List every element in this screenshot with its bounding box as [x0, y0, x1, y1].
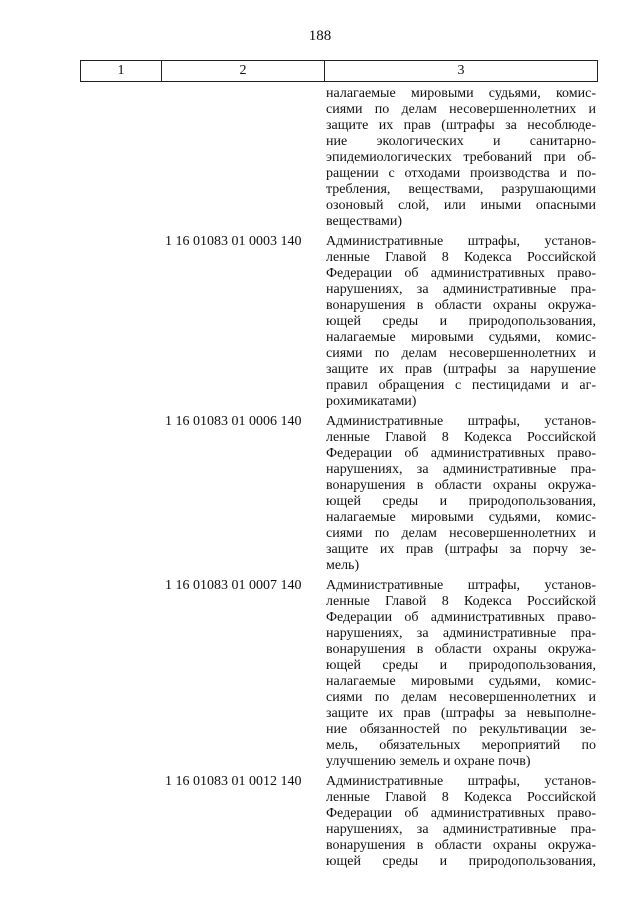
description-line: Административные штрафы, установ-: [326, 578, 596, 593]
description-line: налагаемые мировыми судьями, комис-: [326, 674, 596, 689]
description-line: налагаемые мировыми судьями, комис-: [326, 330, 596, 345]
column-header-3: 3: [325, 61, 598, 82]
description-line: Административные штрафы, установ-: [326, 234, 596, 249]
description-line: сиями по делам несовершеннолетних и: [326, 690, 596, 705]
column-header-1: 1: [81, 61, 162, 82]
table-row: [0, 414, 640, 574]
column-header-table: [80, 60, 598, 82]
budget-code: 1 16 01083 01 0006 140: [165, 414, 302, 429]
description-line: мель, обязательных мероприятий по: [326, 738, 596, 753]
description-line: требления, веществами, разрушающими: [326, 182, 596, 197]
table-body: [0, 86, 640, 874]
budget-code: 1 16 01083 01 0012 140: [165, 774, 302, 789]
description-line: Федерации об административных право-: [326, 446, 596, 461]
description-line: нарушениях, за административные пра-: [326, 626, 596, 641]
description-line: сиями по делам несовершеннолетних и: [326, 346, 596, 361]
description-line: ние экологических и санитарно-: [326, 134, 596, 149]
description-line: ющей среды и природопользования,: [326, 658, 596, 673]
description-line: сиями по делам несовершеннолетних и: [326, 102, 596, 117]
description-line: Административные штрафы, установ-: [326, 774, 596, 789]
description-line: правил обращения с пестицидами и аг-: [326, 378, 596, 393]
description-line: нарушениях, за административные пра-: [326, 462, 596, 477]
description-line: Федерации об административных право-: [326, 610, 596, 625]
description-line: Федерации об административных право-: [326, 806, 596, 821]
description-line: ющей среды и природопользования,: [326, 494, 596, 509]
description-line: эпидемиологических требований при об-: [326, 150, 596, 165]
description-line: Федерации об административных право-: [326, 266, 596, 281]
description-line: защите их прав (штрафы за невыполне-: [326, 706, 596, 721]
description-line: ленные Главой 8 Кодекса Российской: [326, 250, 596, 265]
table-row: [0, 86, 640, 230]
table-row: [0, 578, 640, 770]
description-line: вонарушения в области охраны окружа-: [326, 478, 596, 493]
description-line: вонарушения в области охраны окружа-: [326, 298, 596, 313]
budget-code: 1 16 01083 01 0003 140: [165, 234, 302, 249]
table-row: [0, 774, 640, 870]
description-line: ние обязанностей по рекультивации зе-: [326, 722, 596, 737]
description-line: ленные Главой 8 Кодекса Российской: [326, 430, 596, 445]
description-line: вонарушения в области охраны окружа-: [326, 838, 596, 853]
budget-code: 1 16 01083 01 0007 140: [165, 578, 302, 593]
description-line: рохимикатами): [326, 394, 417, 409]
page-number: 188: [308, 28, 332, 44]
description-line: защите их прав (штрафы за нарушение: [326, 362, 596, 377]
description-line: озоновый слой, или иными опасными: [326, 198, 596, 213]
description-line: ющей среды и природопользования,: [326, 314, 596, 329]
description-line: веществами): [326, 214, 403, 229]
entry-description: [326, 86, 596, 230]
entry-description: [326, 414, 596, 574]
description-line: улучшению земель и охране почв): [326, 754, 531, 769]
description-line: вонарушения в области охраны окружа-: [326, 642, 596, 657]
description-line: нарушениях, за административные пра-: [326, 822, 596, 837]
entry-description: [326, 774, 596, 870]
description-line: Административные штрафы, установ-: [326, 414, 596, 429]
description-line: защите их прав (штрафы за порчу зе-: [326, 542, 596, 557]
description-line: ленные Главой 8 Кодекса Российской: [326, 594, 596, 609]
description-line: ленные Главой 8 Кодекса Российской: [326, 790, 596, 805]
description-line: ращении с отходами производства и по-: [326, 166, 596, 181]
description-line: ющей среды и природопользования,: [326, 854, 596, 869]
column-header-2: 2: [162, 61, 325, 82]
entry-description: [326, 578, 596, 770]
description-line: мель): [326, 558, 360, 573]
description-line: нарушениях, за административные пра-: [326, 282, 596, 297]
description-line: налагаемые мировыми судьями, комис-: [326, 86, 596, 101]
entry-description: [326, 234, 596, 410]
description-line: налагаемые мировыми судьями, комис-: [326, 510, 596, 525]
description-line: сиями по делам несовершеннолетних и: [326, 526, 596, 541]
table-row: [0, 234, 640, 410]
column-header-row: [81, 61, 598, 82]
description-line: защите их прав (штрафы за несоблюде-: [326, 118, 596, 133]
